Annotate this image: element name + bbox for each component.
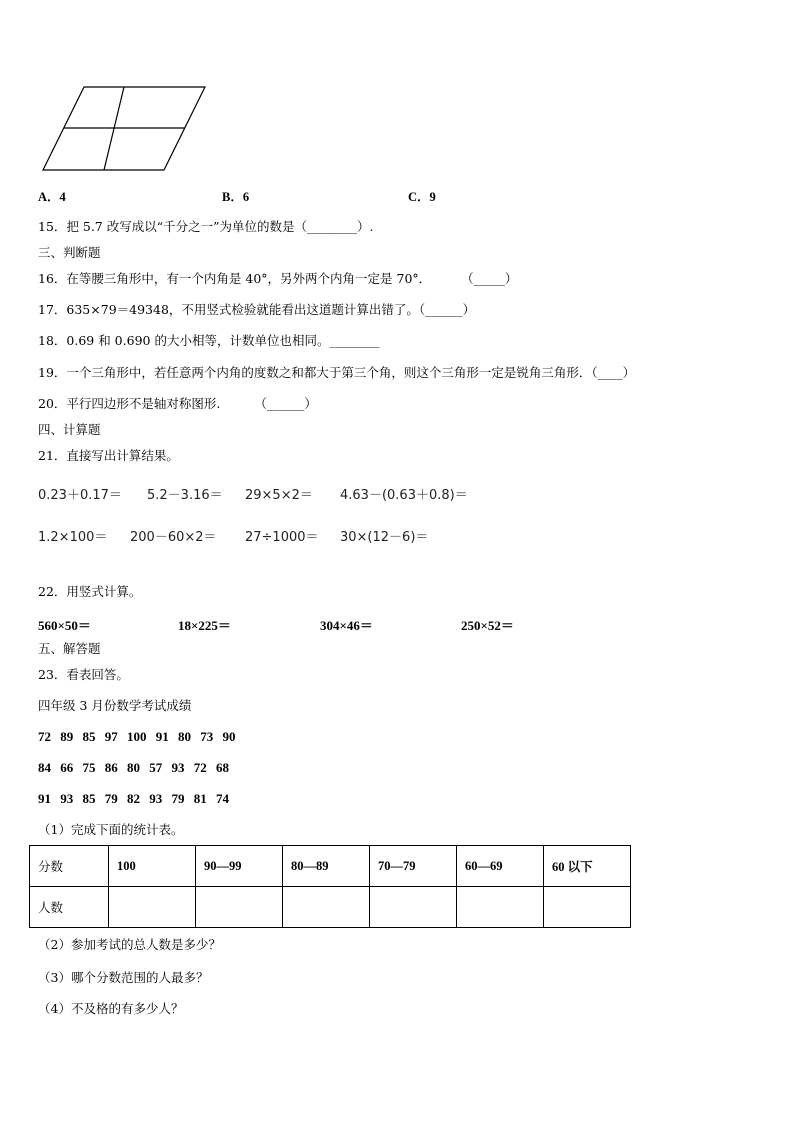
calc-7: 27÷1000＝ (245, 530, 319, 545)
statistics-table (29, 845, 631, 928)
question-20-blank: （______） (254, 396, 317, 411)
table-row-header (30, 846, 631, 887)
question-22: 22．用竖式计算。 (38, 584, 142, 599)
vertical-calc-4: 250×52＝ (461, 618, 514, 633)
question-16-blank: （_____） (461, 271, 518, 286)
calc-8: 30×(12－6)＝ (340, 530, 429, 545)
table-header-cell: 90—99 (196, 846, 283, 887)
table-cell[interactable] (370, 887, 457, 928)
sub-question-3: （3）哪个分数范围的人最多？ (38, 970, 209, 985)
vertical-calc-3: 304×46＝ (320, 618, 373, 633)
calc-6: 200－60×2＝ (130, 530, 217, 545)
calc-5: 1.2×100＝ (38, 530, 108, 545)
sub-question-2: （2）参加考试的总人数是多少？ (38, 937, 221, 952)
sub-question-1: （1）完成下面的统计表。 (38, 822, 184, 837)
option-b: B．6 (222, 190, 250, 204)
table-cell[interactable] (457, 887, 544, 928)
scores-title: 四年级 3 月份数学考试成绩 (38, 698, 192, 713)
question-19: 19．一个三角形中，若任意两个内角的度数之和都大于第三个角，则这个三角形一定是锐角三角形．（____） (38, 365, 636, 380)
table-cell[interactable] (196, 887, 283, 928)
parallelogram-figure (40, 85, 210, 175)
table-header-cell: 70—79 (370, 846, 457, 887)
option-c: C．9 (408, 190, 436, 204)
table-header-cell: 60—69 (457, 846, 544, 887)
table-cell[interactable] (544, 887, 631, 928)
option-a: A．4 (38, 190, 66, 204)
section-calc-heading: 四、计算题 (38, 422, 101, 437)
question-17: 17．635×79＝49348，不用竖式检验就能看出这道题计算出错了。（______） (38, 302, 476, 317)
table-header-cell: 100 (109, 846, 196, 887)
section-answer-heading: 五、解答题 (38, 641, 101, 656)
table-cell[interactable] (283, 887, 370, 928)
question-20-text: 20．平行四边形不是轴对称图形. (38, 396, 221, 411)
question-15: 15．把 5.7 改写成以“千分之一”为单位的数是（________）. (38, 219, 374, 234)
calc-2: 5.2－3.16＝ (147, 488, 223, 503)
section-judge-heading: 三、判断题 (38, 245, 101, 260)
table-header-cell: 80—89 (283, 846, 370, 887)
question-16 (38, 271, 517, 287)
scores-row-2: 84 66 75 86 80 57 93 72 68 (38, 760, 229, 775)
question-21: 21．直接写出计算结果。 (38, 448, 179, 463)
sub-question-4: （4）不及格的有多少人？ (38, 1001, 184, 1016)
table-row-count (30, 887, 631, 928)
calc-3: 29×5×2＝ (245, 488, 313, 503)
table-header-cell: 60 以下 (544, 846, 631, 887)
calc-4: 4.63－(0.63＋0.8)＝ (340, 488, 468, 503)
table-row-label: 人数 (30, 887, 109, 928)
vertical-calc-2: 18×225＝ (178, 618, 231, 633)
question-20 (38, 396, 317, 412)
table-header-cell: 分数 (30, 846, 109, 887)
calc-1: 0.23＋0.17＝ (38, 488, 122, 503)
question-16-text: 16．在等腰三角形中，有一个内角是 40°，另外两个内角一定是 70°． (38, 271, 432, 286)
scores-row-1: 72 89 85 97 100 91 80 73 90 (38, 729, 236, 744)
table-cell[interactable] (109, 887, 196, 928)
question-18: 18．0.69 和 0.690 的大小相等，计数单位也相同。________ (38, 333, 380, 348)
question-23: 23．看表回答。 (38, 667, 129, 682)
scores-row-3: 91 93 85 79 82 93 79 81 74 (38, 791, 229, 806)
vertical-calc-1: 560×50＝ (38, 618, 91, 633)
